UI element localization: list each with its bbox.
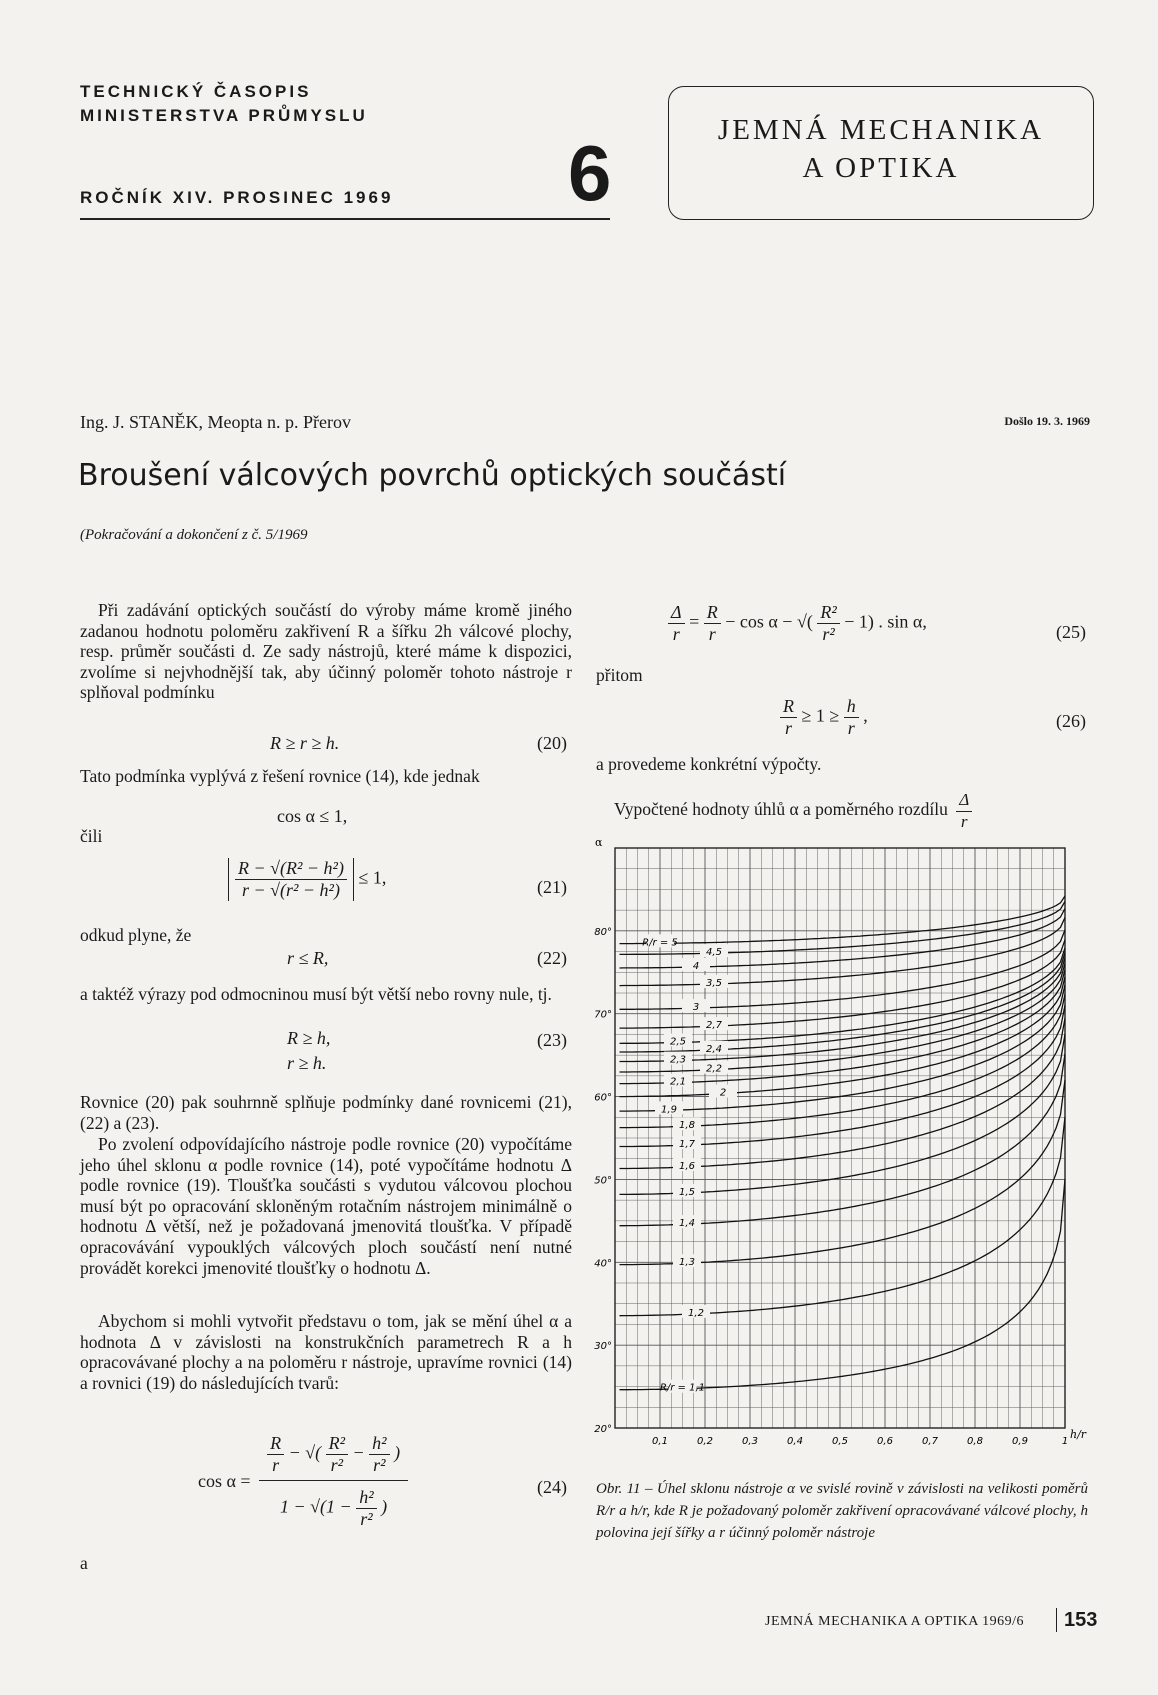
- series-label: R/r = 5: [642, 937, 678, 949]
- paragraph-2: Tato podmínka vyplývá z řešení rovnice (14), kde jednak: [80, 766, 480, 786]
- y-tick-label: 50°: [594, 1175, 612, 1187]
- series-curve: [620, 896, 1066, 944]
- equation-24: cos α = $\frac{R}{r}$ − √( $\frac{\text{R²}}{\text{r²}}$ − $\frac{\text{h²}}{\text{r²}}$ ) 1 − √(1 − $\frac{\text{h²}}{\text{r²}}$ ): [198, 1433, 408, 1530]
- x-tick-label: 0,6: [877, 1436, 893, 1447]
- x-tick-label: 0,7: [922, 1436, 938, 1447]
- text-odkud: odkud plyne, že: [80, 925, 192, 945]
- masthead-line1: TECHNICKÝ ČASOPIS: [80, 82, 312, 101]
- series-label: 1,2: [688, 1307, 704, 1319]
- alpha-vs-h-over-r-chart: [590, 832, 1090, 1472]
- paragraph-6: Abychom si mohli vytvořit představu o tom, jak se mění úhel α a hodnota Δ v závislosti na konstrukčních parametrech R a h opracovávané plochy a na poloměru r nástroje, upravíme rovnici (14) a rovnici (19) do následujících tvarů:: [80, 1311, 572, 1393]
- page-number: 153: [1064, 1609, 1098, 1631]
- series-label: 2,5: [670, 1036, 686, 1048]
- footer-journal: JEMNÁ MECHANIKA A OPTIKA 1969/6: [765, 1614, 1024, 1629]
- equation-cos-condition: cos α ≤ 1,: [277, 806, 348, 826]
- equation-24-number: (24): [537, 1477, 567, 1497]
- figure-caption: Obr. 11 – Úhel sklonu nástroje α ve svislé rovině v závislosti na velikosti poměrů R/r a h/r, kde R je požadovaný poloměr zakřivení opracovávané válcové plochy, h polovina její šířky a r účinný poloměr nástroje: [596, 1481, 1088, 1541]
- equation-21-number: (21): [537, 877, 567, 897]
- series-label: R/r = 1,1: [659, 1382, 706, 1394]
- series-label: 2,1: [670, 1076, 686, 1088]
- received-date: Došlo 19. 3. 1969: [1004, 414, 1090, 428]
- x-tick-label: 0,5: [832, 1436, 848, 1447]
- equation-21: $\frac{\text{R − √(R² − h²)}}{\text{r − √(r² − h²)}}$ ≤ 1,: [228, 858, 386, 901]
- author: Ing. J. STANĚK, Meopta n. p. Přerov: [80, 412, 352, 432]
- word-cili: čili: [80, 826, 103, 846]
- equation-23-number: (23): [537, 1030, 567, 1050]
- x-tick-label: 0,1: [652, 1436, 668, 1447]
- masthead-volume: ROČNÍK XIV. PROSINEC 1969: [80, 188, 394, 207]
- y-axis-label: α: [595, 836, 603, 849]
- right-paragraph-1: a provedeme konkrétní výpočty.: [596, 754, 822, 774]
- series-label: 2,4: [706, 1043, 722, 1055]
- article-title: Broušení válcových povrchů optických součástí: [78, 458, 787, 493]
- series-label: 1,4: [679, 1218, 695, 1230]
- series-label: 1,5: [679, 1186, 695, 1198]
- x-tick-label: 0,8: [967, 1436, 983, 1447]
- series-curve: [620, 1080, 1066, 1265]
- journal-title-line2: A OPTIKA: [802, 152, 960, 184]
- paragraph-3: a taktéž výrazy pod odmocninou musí být větší nebo rovny nule, tj.: [80, 984, 552, 1004]
- journal-title-box: [668, 86, 1094, 220]
- series-label: 3: [692, 1002, 700, 1014]
- series-label: 2,7: [706, 1020, 722, 1032]
- equation-22: r ≤ R,: [287, 948, 329, 968]
- x-tick-label: 1: [1061, 1436, 1069, 1447]
- equation-20-number: (20): [537, 733, 567, 753]
- series-label: 1,9: [661, 1104, 677, 1116]
- series-label: 1,6: [679, 1161, 695, 1173]
- x-axis-label: h/r: [1070, 1428, 1087, 1441]
- series-curve: [620, 1179, 1066, 1390]
- issue-number: 6: [568, 129, 612, 217]
- journal-title-line1: JEMNÁ MECHANIKA: [717, 114, 1045, 146]
- y-tick-label: 60°: [594, 1092, 612, 1104]
- series-label: 1,3: [679, 1257, 695, 1269]
- series-label: 4,5: [706, 947, 722, 959]
- equation-23b: r ≥ h.: [287, 1053, 327, 1073]
- equation-23a: R ≥ h,: [287, 1028, 331, 1048]
- word-pritom: přitom: [596, 665, 643, 685]
- y-tick-label: 40°: [594, 1258, 612, 1270]
- series-label: 2,2: [706, 1063, 722, 1075]
- series-curve: [620, 902, 1066, 955]
- series-label: 4: [692, 961, 700, 973]
- paragraph-5: Po zvolení odpovídajícího nástroje podle rovnice (20) vypočítáme jeho úhel sklonu α podle rovnice (14), poté vypočítáme hodnotu Δ podle rovnice (19). Tloušťka součásti s vydutou válcovou plochou musí být po opracování skloněným rotačním nástrojem minimálně o hodnotu Δ větší, než je požadovaná jmenovitá tloušťka. V případě opracovávání vypouklých válcových ploch součástí není nutné provádět korekci jmenovité tloušťky o hodnotu Δ.: [80, 1134, 572, 1278]
- masthead-line2: MINISTERSTVA PRŮMYSLU: [80, 106, 368, 125]
- y-tick-label: 20°: [594, 1424, 612, 1435]
- series-label: 2,3: [670, 1054, 686, 1066]
- x-tick-label: 0,2: [697, 1436, 713, 1447]
- equation-20: R ≥ r ≥ h.: [270, 733, 340, 753]
- y-tick-label: 80°: [594, 926, 612, 938]
- series-label: 1,7: [679, 1139, 695, 1151]
- x-tick-label: 0,9: [1012, 1436, 1028, 1447]
- paragraph-1: Při zadávání optických součástí do výroby máme kromě jiného zadanou hodnotu poloměru zakřivení R a šířku 2h válcové plochy, resp. průměr součásti d. Ze sady nástrojů, které máme k dispozici, zvolíme si nejvhodnější tak, aby účinný poloměr tohoto nástroje r splňoval podmínku: [80, 600, 572, 703]
- x-tick-label: 0,4: [787, 1436, 803, 1447]
- y-tick-label: 70°: [594, 1009, 612, 1021]
- equation-26: $\frac{R}{r}$ ≥ 1 ≥ $\frac{h}{r}$ ,: [780, 696, 868, 739]
- series-label: 3,5: [706, 977, 722, 989]
- masthead-rule: [80, 218, 610, 220]
- equation-26-number: (26): [1056, 711, 1086, 731]
- continuation-note: (Pokračování a dokončení z č. 5/1969: [80, 527, 308, 543]
- equation-24-lhs: cos α =: [198, 1471, 251, 1491]
- footer-divider: [1056, 1608, 1057, 1632]
- equation-25-number: (25): [1056, 622, 1086, 642]
- right-paragraph-2: Vypočtené hodnoty úhlů α a poměrného rozdílu $\frac{\Delta}{r}$: [614, 790, 972, 832]
- paragraph-4: Rovnice (20) pak souhrnně splňuje podmínky dané rovnicemi (21), (22) a (23).: [80, 1092, 572, 1133]
- word-a: a: [80, 1553, 88, 1573]
- series-label: 1,8: [679, 1120, 695, 1132]
- x-tick-label: 0,3: [742, 1436, 758, 1447]
- series-label: 2: [719, 1087, 727, 1099]
- equation-22-number: (22): [537, 948, 567, 968]
- y-tick-label: 30°: [594, 1341, 612, 1353]
- equation-25: $\frac{\Delta}{r}$ = $\frac{R}{r}$ − cos α − √( $\frac{\text{R²}}{\text{r²}}$ − 1) . sin α,: [668, 602, 927, 645]
